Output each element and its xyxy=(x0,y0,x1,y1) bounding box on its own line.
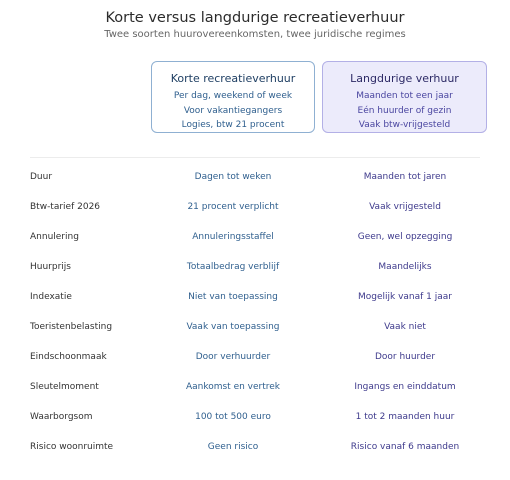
row-label: Duur xyxy=(30,172,53,182)
long-rental-value: Ingangs en einddatum xyxy=(354,382,456,392)
short-rental-card xyxy=(151,61,315,133)
long-rental-value: Maandelijks xyxy=(378,262,432,272)
long-rental-card-line: Maanden tot een jaar xyxy=(356,91,453,101)
page-title: Korte versus langdurige recreatieverhuur xyxy=(105,10,405,26)
long-rental-value: Risico vanaf 6 maanden xyxy=(350,442,460,452)
comparison-row xyxy=(0,380,510,410)
row-label: Eindschoonmaak xyxy=(30,352,107,362)
row-label: Huurprijs xyxy=(30,262,71,272)
row-label: Risico woonruimte xyxy=(30,442,114,452)
comparison-row xyxy=(0,290,510,320)
comparison-row xyxy=(0,260,510,290)
comparison-row xyxy=(0,170,510,200)
short-rental-value: Annuleringsstaffel xyxy=(192,232,274,242)
long-rental-value: Maanden tot jaren xyxy=(363,172,447,182)
short-rental-card-title: Korte recreatieverhuur xyxy=(170,72,296,85)
comparison-row xyxy=(0,320,510,350)
long-rental-value: 1 tot 2 maanden huur xyxy=(355,412,455,422)
long-rental-value: Door huurder xyxy=(374,352,436,362)
long-rental-card-line: Eén huurder of gezin xyxy=(357,105,452,116)
long-rental-value: Geen, wel opzegging xyxy=(357,232,453,242)
short-rental-value: Aankomst en vertrek xyxy=(185,382,281,392)
short-rental-card-line: Voor vakantiegangers xyxy=(183,105,283,116)
long-rental-value: Mogelijk vanaf 1 jaar xyxy=(357,292,452,302)
short-rental-value: 21 procent verplicht xyxy=(187,202,279,212)
comparison-row xyxy=(0,200,510,230)
row-label: Toeristenbelasting xyxy=(30,322,113,332)
short-rental-card-line: Logies, btw 21 procent xyxy=(181,120,285,130)
short-rental-card-line: Per dag, weekend of week xyxy=(173,91,293,101)
short-rental-value: Totaalbedrag verblijf xyxy=(186,262,280,272)
row-label: Sleutelmoment xyxy=(30,382,99,392)
row-label: Annulering xyxy=(30,232,79,242)
comparison-row xyxy=(0,230,510,260)
long-rental-card-line: Vaak btw-vrijgesteld xyxy=(358,120,451,130)
row-label: Indexatie xyxy=(30,292,72,302)
header-divider xyxy=(30,157,480,158)
row-label: Btw-tarief 2026 xyxy=(30,202,101,212)
comparison-table xyxy=(0,170,510,470)
comparison-row xyxy=(0,350,510,380)
page-subtitle: Twee soorten huurovereenkomsten, twee juridische regimes xyxy=(104,29,406,40)
short-rental-value: Dagen tot weken xyxy=(194,172,272,182)
comparison-row xyxy=(0,440,510,470)
long-rental-value: Vaak niet xyxy=(384,322,426,332)
short-rental-value: Vaak van toepassing xyxy=(186,322,280,332)
comparison-row xyxy=(0,410,510,440)
long-rental-card-title: Langdurige verhuur xyxy=(350,72,459,85)
long-rental-card xyxy=(322,61,487,133)
short-rental-value: Niet van toepassing xyxy=(188,292,278,302)
short-rental-value: Door verhuurder xyxy=(195,352,271,362)
short-rental-value: 100 tot 500 euro xyxy=(195,412,271,422)
short-rental-value: Geen risico xyxy=(207,442,259,452)
long-rental-value: Vaak vrijgesteld xyxy=(369,202,441,212)
row-label: Waarborgsom xyxy=(30,412,93,422)
